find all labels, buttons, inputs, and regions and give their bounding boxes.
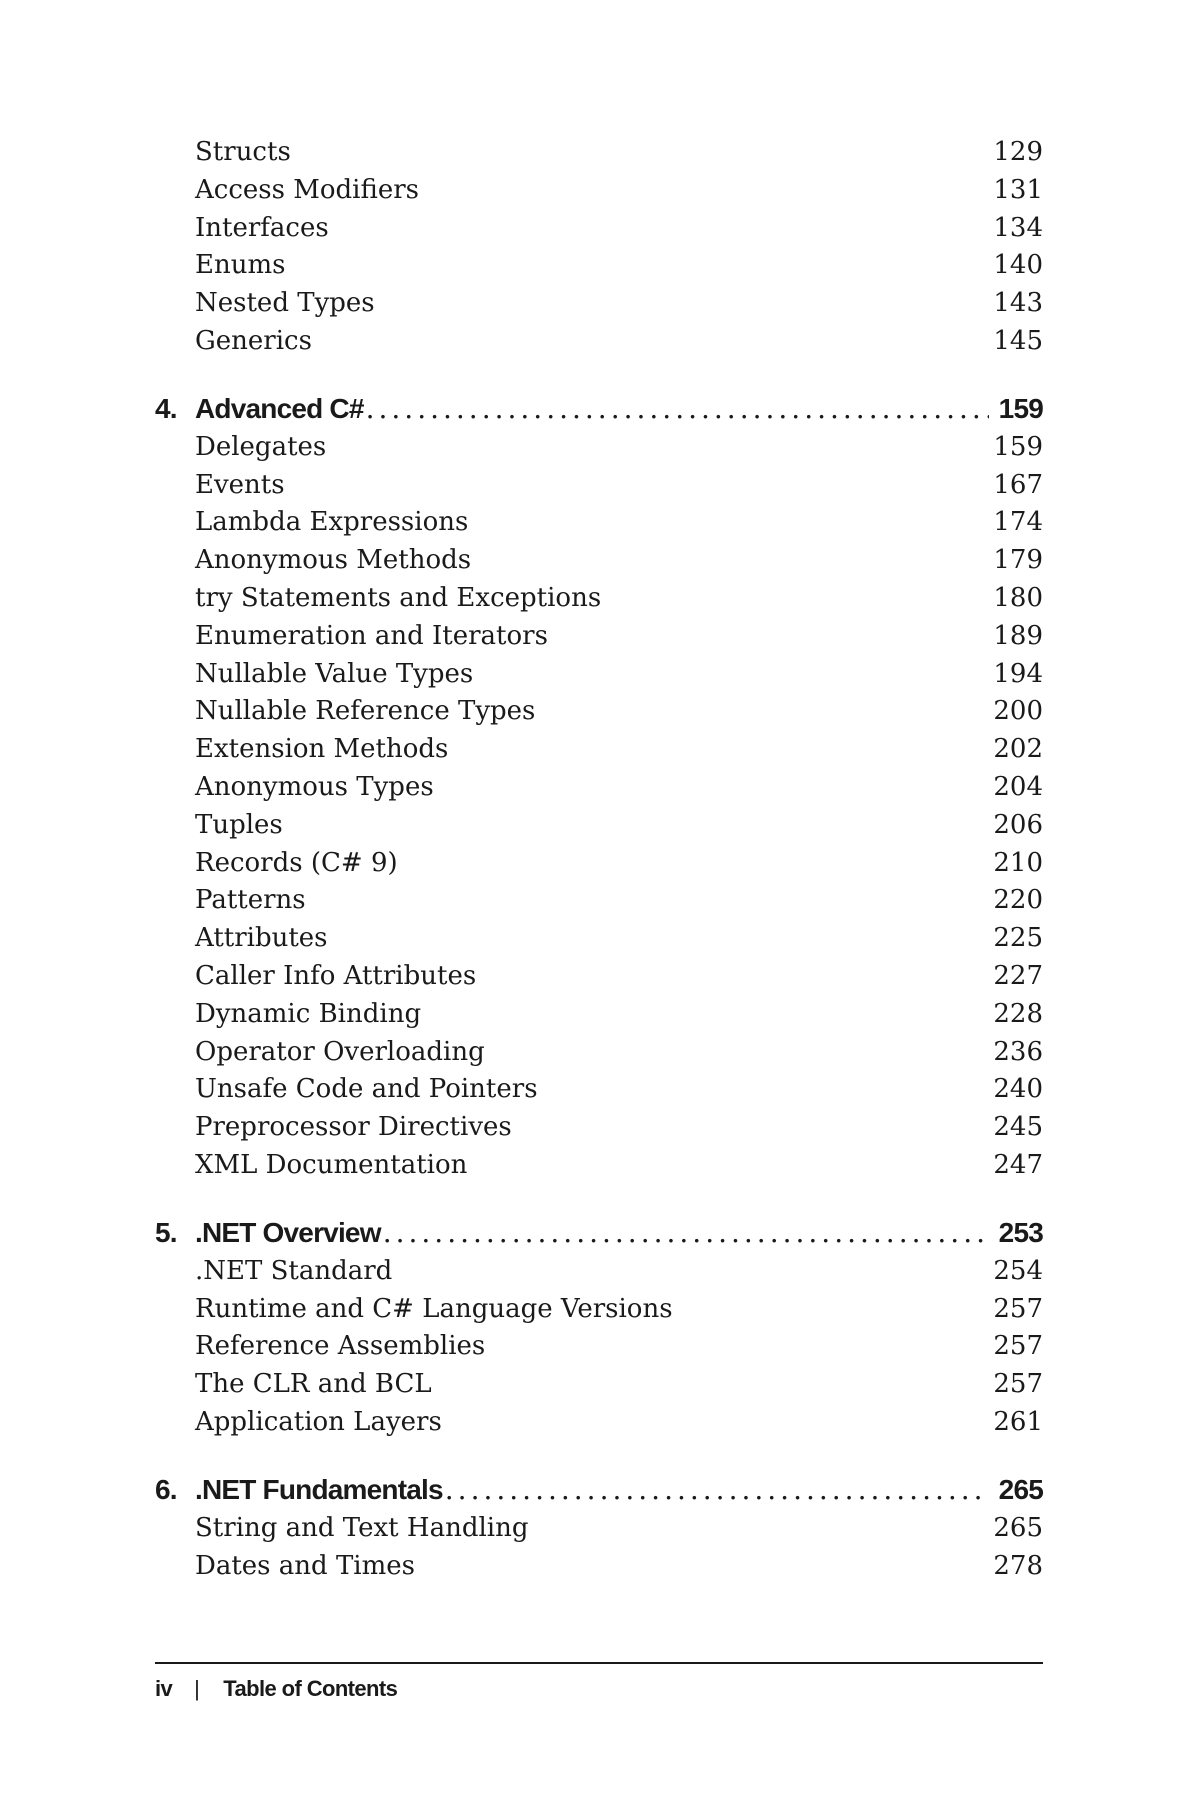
entry-title: .NET Standard — [195, 1255, 393, 1286]
toc-entry[interactable] — [155, 1366, 1043, 1404]
entry-page-number: 131 — [993, 174, 1043, 205]
entry-title: Extension Methods — [195, 734, 449, 765]
toc-entry[interactable] — [155, 1071, 1043, 1109]
entry-page-number: 278 — [993, 1550, 1043, 1581]
entry-page-number: 247 — [993, 1149, 1043, 1180]
toc-entry[interactable] — [155, 882, 1043, 920]
entry-page-number: 227 — [993, 960, 1043, 991]
toc-entry[interactable] — [155, 429, 1043, 467]
toc-entry[interactable] — [155, 323, 1043, 361]
entry-page-number: 257 — [993, 1369, 1043, 1400]
chapter-heading[interactable] — [155, 389, 1043, 429]
entry-title: try Statements and Exceptions — [195, 582, 602, 613]
entry-title: Enumeration and Iterators — [195, 620, 548, 651]
toc-entry[interactable] — [155, 769, 1043, 807]
entry-page-number: 257 — [993, 1331, 1043, 1362]
entry-page-number: 261 — [993, 1406, 1043, 1437]
toc-entry[interactable] — [155, 1291, 1043, 1329]
entry-title: Unsafe Code and Pointers — [195, 1074, 538, 1105]
entry-title: Runtime and C# Language Versions — [195, 1293, 673, 1324]
toc-entry[interactable] — [155, 504, 1043, 542]
toc-entry[interactable] — [155, 467, 1043, 505]
entry-title: Application Layers — [195, 1406, 442, 1437]
entry-page-number: 228 — [993, 998, 1043, 1029]
entry-page-number: 245 — [993, 1112, 1043, 1143]
entry-title: Anonymous Methods — [195, 545, 472, 576]
entry-page-number: 200 — [993, 696, 1043, 727]
entry-page-number: 145 — [993, 325, 1043, 356]
entry-page-number: 220 — [993, 885, 1043, 916]
entry-page-number: 179 — [993, 545, 1043, 576]
entry-page-number: 202 — [993, 734, 1043, 765]
page-footer — [155, 1662, 1043, 1702]
entry-page-number: 194 — [993, 658, 1043, 689]
entry-title: Preprocessor Directives — [195, 1112, 512, 1143]
entry-page-number: 189 — [993, 620, 1043, 651]
toc-entry[interactable] — [155, 542, 1043, 580]
entry-page-number: 240 — [993, 1074, 1043, 1105]
entry-page-number: 254 — [993, 1255, 1043, 1286]
entry-page-number: 180 — [993, 582, 1043, 613]
toc-entry[interactable] — [155, 1253, 1043, 1291]
toc-entry[interactable] — [155, 693, 1043, 731]
entry-title: Interfaces — [195, 212, 329, 243]
entry-page-number: 134 — [993, 212, 1043, 243]
entry-page-number: 206 — [993, 809, 1043, 840]
chapter-number: 6. — [155, 1473, 177, 1505]
toc-entry[interactable] — [155, 618, 1043, 656]
entry-title: Access Modifiers — [195, 174, 419, 205]
entry-page-number: 143 — [993, 288, 1043, 319]
dot-leader — [383, 1213, 989, 1253]
chapter-number: 5. — [155, 1216, 177, 1248]
toc-entry[interactable] — [155, 134, 1043, 172]
toc-entry[interactable] — [155, 247, 1043, 285]
entry-page-number: 265 — [993, 1512, 1043, 1543]
entry-title: Caller Info Attributes — [195, 960, 477, 991]
entry-title: Anonymous Types — [195, 771, 434, 802]
toc-entry[interactable] — [155, 1109, 1043, 1147]
entry-page-number: 167 — [993, 469, 1043, 500]
entry-title: Tuples — [195, 809, 283, 840]
entry-title: Events — [195, 469, 285, 500]
toc-entry[interactable] — [155, 656, 1043, 694]
entry-page-number: 236 — [993, 1036, 1043, 1067]
entry-title: Dynamic Binding — [195, 998, 422, 1029]
dot-leader — [445, 1470, 989, 1510]
toc-entry[interactable] — [155, 1147, 1043, 1185]
toc-entry[interactable] — [155, 845, 1043, 883]
entry-title: The CLR and BCL — [195, 1369, 432, 1400]
entry-title: Enums — [195, 250, 286, 281]
entry-page-number: 174 — [993, 507, 1043, 538]
entry-title: Delegates — [195, 431, 327, 462]
entry-title: Dates and Times — [195, 1550, 415, 1581]
entry-title: Nested Types — [195, 288, 375, 319]
toc-entry[interactable] — [155, 285, 1043, 323]
toc-entry[interactable] — [155, 210, 1043, 248]
toc-entry[interactable] — [155, 1510, 1043, 1548]
chapter-page-number: 265 — [998, 1473, 1043, 1505]
entry-page-number: 159 — [993, 431, 1043, 462]
toc-entry[interactable] — [155, 1548, 1043, 1586]
entry-title: Operator Overloading — [195, 1036, 485, 1067]
entry-title: Lambda Expressions — [195, 507, 469, 538]
page-folio: iv — [155, 1676, 173, 1701]
entry-title: Nullable Reference Types — [195, 696, 536, 727]
toc-entry[interactable] — [155, 731, 1043, 769]
toc-entry[interactable] — [155, 958, 1043, 996]
toc-entry[interactable] — [155, 807, 1043, 845]
chapter-title: Advanced C# — [195, 392, 364, 424]
footer-separator: | — [194, 1676, 200, 1701]
chapter-heading[interactable] — [155, 1213, 1043, 1253]
chapter-page-number: 253 — [998, 1216, 1043, 1248]
chapter-title: .NET Fundamentals — [195, 1473, 443, 1505]
chapter-page-number: 159 — [998, 392, 1043, 424]
entry-page-number: 225 — [993, 923, 1043, 954]
entry-title: XML Documentation — [195, 1149, 468, 1180]
entry-title: Reference Assemblies — [195, 1331, 486, 1362]
entry-title: Structs — [195, 137, 291, 167]
chapter-heading[interactable] — [155, 1470, 1043, 1510]
running-title: Table of Contents — [223, 1676, 398, 1701]
chapter-title: .NET Overview — [195, 1216, 381, 1248]
toc-entry[interactable] — [155, 1328, 1043, 1366]
entry-page-number: 257 — [993, 1293, 1043, 1324]
entry-title: Patterns — [195, 885, 306, 916]
entry-page-number: 140 — [993, 250, 1043, 281]
entry-title: Records (C# 9) — [195, 847, 398, 878]
entry-page-number: 129 — [993, 137, 1043, 167]
toc-entry[interactable] — [155, 1034, 1043, 1072]
toc-entry[interactable] — [155, 996, 1043, 1034]
toc-entry[interactable] — [155, 580, 1043, 618]
entry-page-number: 204 — [993, 771, 1043, 802]
entry-title: String and Text Handling — [195, 1512, 529, 1543]
entry-page-number: 210 — [993, 847, 1043, 878]
table-of-contents — [155, 134, 1043, 1585]
entry-title: Generics — [195, 325, 312, 356]
entry-title: Attributes — [195, 923, 328, 954]
entry-title: Nullable Value Types — [195, 658, 474, 689]
chapter-number: 4. — [155, 392, 177, 424]
dot-leader — [366, 389, 989, 429]
toc-entry[interactable] — [155, 1404, 1043, 1442]
toc-entry[interactable] — [155, 920, 1043, 958]
toc-entry[interactable] — [155, 172, 1043, 210]
